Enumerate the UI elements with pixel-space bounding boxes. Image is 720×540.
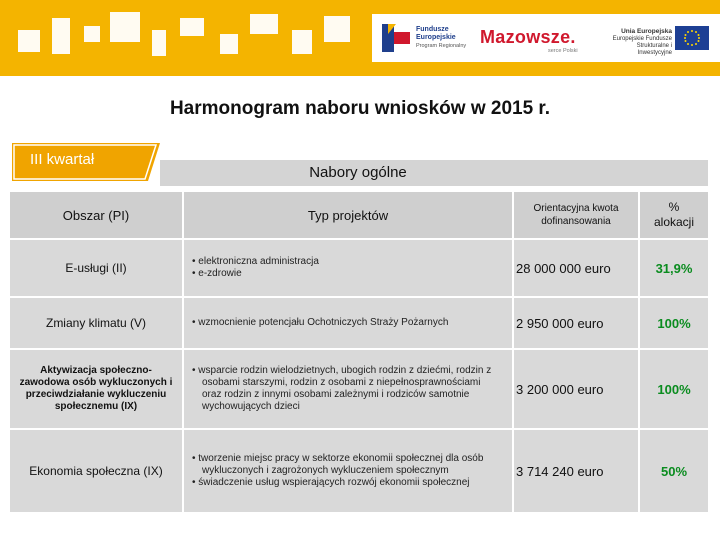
banner-decor-square xyxy=(250,14,278,34)
project-type-item: • świadczenie usług wspierających rozwój ekonomii społecznej xyxy=(192,477,470,488)
pct-value: 100% xyxy=(657,315,691,331)
pct-value: 100% xyxy=(657,381,691,397)
quarter-label: III kwartał xyxy=(30,151,95,168)
table-row xyxy=(10,298,708,348)
fe-line3: Program Regionalny xyxy=(416,43,467,49)
project-types xyxy=(184,453,512,489)
area-name: Zmiany klimatu (V) xyxy=(45,316,146,330)
amount-value: 28 000 000 euro xyxy=(516,260,611,276)
types-cell xyxy=(184,240,512,296)
project-type-item: • elektroniczna administracja xyxy=(192,256,319,267)
amount-cell xyxy=(514,240,638,296)
amount-value: 3 200 000 euro xyxy=(516,381,604,397)
area-name: Ekonomia społeczna (IX) xyxy=(29,464,163,478)
mazowsze-tagline: serce Polski xyxy=(548,48,578,54)
pct-cell xyxy=(640,298,708,348)
banner-decor-square xyxy=(324,16,350,42)
fe-line1: Fundusze xyxy=(416,26,449,33)
fundusze-europejskie-text xyxy=(416,26,466,50)
eu-flag-icon xyxy=(675,26,709,50)
amount-cell xyxy=(514,430,638,512)
banner-decor-square xyxy=(220,34,238,54)
table-row xyxy=(10,350,708,428)
header-pct-line2: alokacji xyxy=(653,215,695,229)
area-name: Aktywizacja społeczno-zawodowa osób wykluczonych i przeciwdziałanie wykluczeniu społecznemu (IX) xyxy=(19,365,173,412)
header-types-cell xyxy=(184,192,512,238)
types-cell xyxy=(184,430,512,512)
banner-decor-square xyxy=(18,30,40,52)
pct-value: 50% xyxy=(660,463,688,479)
fundusze-europejskie-logo-icon xyxy=(382,22,412,54)
banner-decor-square xyxy=(152,30,166,56)
section-title: Nabory ogólne xyxy=(309,164,407,181)
header-amount xyxy=(514,202,638,228)
project-types xyxy=(184,317,448,329)
area-cell xyxy=(10,430,182,512)
area-name: E-usługi (II) xyxy=(65,261,127,275)
amount-value: 2 950 000 euro xyxy=(516,315,604,331)
project-type-item: • wsparcie rodzin wielodzietnych, ubogich rodzin z dziećmi, rodzin z osobami starszymi, rodzin z osobami z niepełnosprawnościami oraz rodzin z innymi osobami zależnymi i rodziców samotnie wychowujących dzieci xyxy=(192,365,492,412)
amount-value: 3 714 240 euro xyxy=(516,463,604,479)
header-area: Obszar (PI) xyxy=(62,207,130,223)
ue-line2: Europejskie Fundusze xyxy=(612,36,672,42)
ue-line1: Unia Europejska xyxy=(621,28,672,35)
project-type-item: • tworzenie miejsc pracy w sektorze ekonomii społecznej dla osób wykluczonych i zagrożonych wykluczeniem społecznym xyxy=(192,453,484,476)
amount-cell xyxy=(514,298,638,348)
ue-line3: Strukturalne i Inwestycyjne xyxy=(636,43,672,56)
pct-cell xyxy=(640,240,708,296)
types-cell xyxy=(184,350,512,428)
amount-cell xyxy=(514,350,638,428)
project-type-item: • e-zdrowie xyxy=(192,268,242,279)
area-cell xyxy=(10,298,182,348)
project-type-item: • wzmocnienie potencjału Ochotniczych Straży Pożarnych xyxy=(192,317,449,328)
project-types xyxy=(184,256,319,280)
header-pct xyxy=(654,200,694,230)
mazowsze-logo: Mazowsze. xyxy=(480,27,576,47)
banner-decor-square xyxy=(110,12,140,42)
types-cell xyxy=(184,298,512,348)
page-title: Harmonogram naboru wniosków w 2015 r. xyxy=(169,98,551,119)
area-cell xyxy=(10,350,182,428)
table-row xyxy=(10,430,708,512)
project-types xyxy=(184,365,512,413)
area-cell xyxy=(10,240,182,296)
header-amount-line1: Orientacyjna kwota xyxy=(533,203,619,214)
header-area-cell xyxy=(10,192,182,238)
banner-decor-square xyxy=(180,18,204,36)
fe-line2: Europejskie xyxy=(416,34,456,41)
table-header-row xyxy=(10,192,708,238)
pct-cell xyxy=(640,350,708,428)
banner-decor-square xyxy=(84,26,100,42)
header-pct-cell xyxy=(640,192,708,238)
banner-decor-square xyxy=(292,30,312,54)
header-pct-line1: % xyxy=(668,200,680,214)
unia-europejska-text xyxy=(612,28,672,57)
pct-value: 31,9% xyxy=(655,260,693,276)
banner-decor-square xyxy=(52,18,70,54)
header-types: Typ projektów xyxy=(307,207,389,223)
header-amount-line2: dofinansowania xyxy=(541,216,611,227)
header-amount-cell xyxy=(514,192,638,238)
pct-cell xyxy=(640,430,708,512)
table-row xyxy=(10,240,708,296)
